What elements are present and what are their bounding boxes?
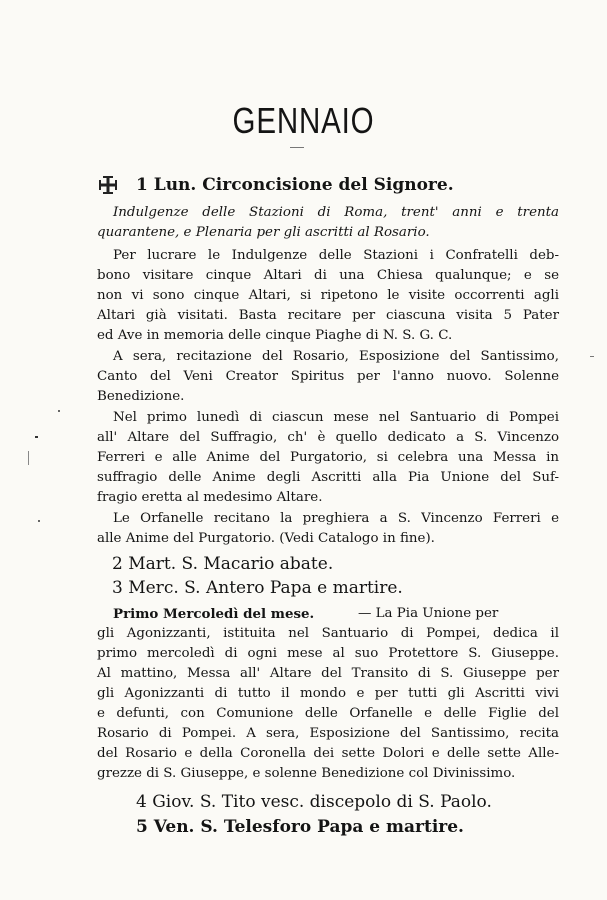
day-1-line: Altari già visitati. Basta recitare per ciascuna visita 5 Pater bbox=[97, 308, 559, 323]
day-1-line: Le Orfanelle recitano la preghiera a S. Vincenzo Ferreri e bbox=[113, 511, 559, 526]
day-1-line: ed Ave in memoria delle cinque Piaghe di N. S. G. C. bbox=[97, 328, 453, 343]
day-3-note-line: — La Pia Unione per bbox=[358, 606, 499, 621]
day-3-note-line: gli Agonizzanti di tutto il mondo e per tutti gli Ascritti vivi bbox=[97, 686, 559, 701]
day-3-note-line: grezze di S. Giuseppe, e solenne Benedizione col Divinissimo. bbox=[97, 766, 516, 781]
day-1-line: A sera, recitazione del Rosario, Esposizione del Santissimo, bbox=[113, 349, 559, 364]
day-1-line: quarantene, e Plenaria per gli ascritti al Rosario. bbox=[97, 225, 430, 240]
margin-mark bbox=[35, 436, 38, 438]
day-1-line: Per lucrare le Indulgenze delle Stazioni i Confratelli deb- bbox=[113, 248, 559, 263]
day-1-line: Indulgenze delle Stazioni di Roma, trent' anni e trenta bbox=[113, 205, 559, 220]
day-3-note-line: primo mercoledì di ogni mese al suo Protettore S. Giuseppe. bbox=[97, 646, 559, 661]
day-1-line: Benedizione. bbox=[97, 389, 185, 404]
day-1-line: all' Altare del Suffragio, ch' è quello dedicato a S. Vincenzo bbox=[97, 430, 559, 445]
margin-mark bbox=[28, 451, 29, 465]
day-1-line: Ferreri e alle Anime del Purgatorio, si celebra una Messa in bbox=[97, 450, 559, 465]
day-3-note-line: e defunti, con Comunione delle Orfanelle e delle Figlie del bbox=[97, 706, 559, 721]
day-4-entry: 4 Giov. S. Tito vesc. discepolo di S. Paolo. bbox=[136, 792, 492, 812]
day-1-line: alle Anime del Purgatorio. (Vedi Catalogo in fine). bbox=[97, 531, 435, 546]
margin-mark bbox=[590, 356, 594, 357]
day-1-line: bono visitare cinque Altari di una Chiesa qualunque; e se bbox=[97, 268, 559, 283]
day-5-entry: 5 Ven. S. Telesforo Papa e martire. bbox=[136, 817, 464, 837]
day-1-heading: 1 Lun. Circoncisione del Signore. bbox=[136, 175, 454, 195]
day-1-line: Nel primo lunedì di ciascun mese nel Santuario di Pompei bbox=[113, 410, 559, 425]
day-3-entry: 3 Merc. S. Antero Papa e martire. bbox=[112, 578, 403, 598]
margin-mark bbox=[58, 410, 60, 412]
day-3-note-line: Rosario di Pompei. A sera, Esposizione del Santissimo, recita bbox=[97, 726, 559, 741]
cross-icon bbox=[98, 175, 118, 195]
title-ornament bbox=[290, 147, 304, 148]
day-2-entry: 2 Mart. S. Macario abate. bbox=[112, 554, 334, 574]
day-3-note-line: gli Agonizzanti, istituita nel Santuario di Pompei, dedica il bbox=[97, 626, 559, 641]
month-title: GENNAIO bbox=[232, 100, 375, 141]
day-1-line: suffragio delle Anime degli Ascritti alla Pia Unione del Suf- bbox=[97, 470, 559, 485]
day-3-note-line: del Rosario e della Coronella dei sette Dolori e delle sette Alle- bbox=[97, 746, 559, 761]
day-3-note-line: Al mattino, Messa all' Altare del Transito di S. Giuseppe per bbox=[97, 666, 559, 681]
day-1-line: fragio eretta al medesimo Altare. bbox=[97, 490, 323, 505]
day-1-line: Canto del Veni Creator Spiritus per l'anno nuovo. Solenne bbox=[97, 369, 559, 384]
margin-mark bbox=[38, 520, 40, 522]
day-1-line: non vi sono cinque Altari, si ripetono le visite occorrenti agli bbox=[97, 288, 559, 303]
day-3-note-lead: Primo Mercoledì del mese. bbox=[113, 606, 315, 622]
